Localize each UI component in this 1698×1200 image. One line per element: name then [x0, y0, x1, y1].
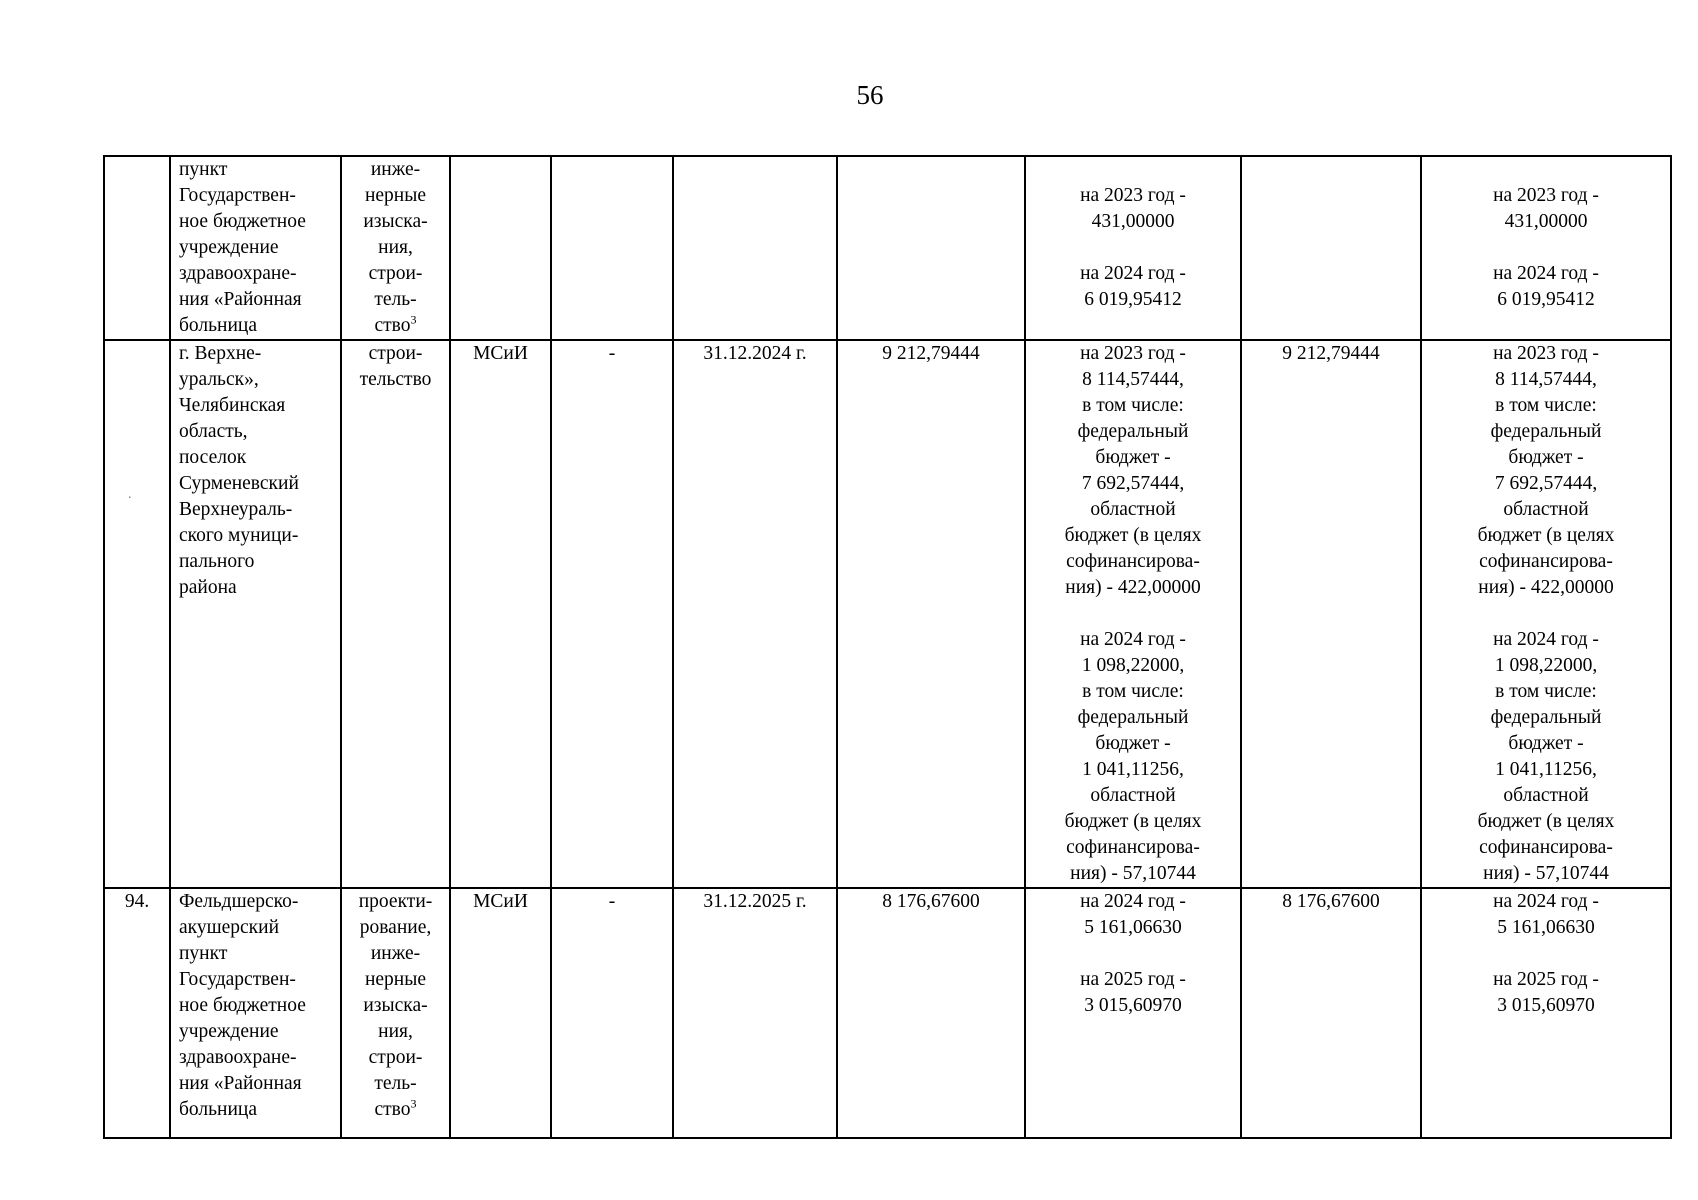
- cell-line: поселок: [179, 447, 247, 468]
- estimated-cost-cell: 8 176,67600: [837, 888, 1025, 1138]
- funding-line: 1 098,22000,: [1494, 655, 1598, 676]
- cell-line: область,: [179, 421, 248, 442]
- deadline-cell: 31.12.2024 г.: [673, 340, 837, 888]
- dash-cell: [551, 156, 673, 340]
- cell-line: ния «Районная: [179, 289, 302, 310]
- cell-line: изыска-: [363, 995, 428, 1016]
- limit-cost-cell: [1241, 156, 1421, 340]
- funding-line: ния) - 57,10744: [1070, 863, 1196, 884]
- table-row: [104, 340, 1671, 888]
- cell-line: ния,: [378, 237, 413, 258]
- cell-line: ского муници-: [179, 525, 299, 546]
- funding-line: 3 015,60970: [1084, 995, 1182, 1016]
- cell-line: пункт: [179, 943, 228, 964]
- cell-line: больница: [179, 1099, 257, 1120]
- cell-line: ния «Районная: [179, 1073, 302, 1094]
- cell-line: учреждение: [179, 1021, 279, 1042]
- cell-line: тель-: [374, 1073, 417, 1094]
- cell-line: нерные: [364, 969, 427, 990]
- funding-line: софинансирова-: [1066, 551, 1200, 572]
- cell-line: ство$^3$: [374, 1096, 417, 1120]
- cell-line: ство$^3$: [374, 312, 417, 336]
- table-row: [104, 888, 1671, 1138]
- funding-line: на 2023 год -: [1080, 343, 1186, 364]
- funding-line: в том числе:: [1082, 395, 1184, 416]
- funding-line: софинансирова-: [1479, 551, 1613, 572]
- funding-line: 5 161,06630: [1084, 917, 1182, 938]
- executor-cell: МСиИ: [450, 888, 551, 1138]
- funding-line: областной: [1090, 785, 1176, 806]
- cell-line: учреждение: [179, 237, 279, 258]
- executor-cell: [450, 156, 551, 340]
- cell-line: Государствен-: [179, 969, 296, 990]
- funding-line: 6 019,95412: [1084, 289, 1182, 310]
- cell-line: Фельдшерско-: [179, 891, 299, 912]
- estimated-cost-cell: [837, 156, 1025, 340]
- cell-line: уральск»,: [179, 369, 259, 390]
- limit-cost-cell: 9 212,79444: [1241, 340, 1421, 888]
- funding-line: ния) - 57,10744: [1483, 863, 1609, 884]
- cell-line: района: [179, 577, 237, 598]
- funding-line: областной: [1090, 499, 1176, 520]
- funding-line: 7 692,57444,: [1081, 473, 1185, 494]
- funding-line: бюджет -: [1508, 447, 1584, 468]
- funding-line: 1 098,22000,: [1081, 655, 1185, 676]
- funding-line: 431,00000: [1091, 211, 1175, 232]
- funding-line: 3 015,60970: [1497, 995, 1595, 1016]
- object-name-cell: [170, 156, 341, 340]
- funding-line: 7 692,57444,: [1494, 473, 1598, 494]
- funding-by-year-cell: [1025, 340, 1241, 888]
- funding-line: 8 114,57444,: [1495, 369, 1597, 390]
- cell-line: здравоохране-: [179, 263, 297, 284]
- cell-line: больница: [179, 315, 257, 336]
- funding-line: на 2025 год -: [1080, 969, 1186, 990]
- estimated-cost-cell: 9 212,79444: [837, 340, 1025, 888]
- dash-cell: -: [551, 888, 673, 1138]
- object-name-cell: [170, 340, 341, 888]
- work-type-cell: [341, 156, 450, 340]
- funding-line: 8 114,57444,: [1082, 369, 1184, 390]
- limit-cost-cell: 8 176,67600: [1241, 888, 1421, 1138]
- cell-line: тель-: [374, 289, 417, 310]
- limit-funding-by-year-cell: [1421, 888, 1671, 1138]
- cell-line: тельство: [359, 369, 432, 390]
- funding-line: федеральный: [1490, 707, 1602, 728]
- funding-line: в том числе:: [1495, 681, 1597, 702]
- funding-line: 6 019,95412: [1497, 289, 1595, 310]
- funding-line: на 2024 год -: [1080, 263, 1186, 284]
- cell-line: пального: [179, 551, 255, 572]
- funding-by-year-cell: [1025, 888, 1241, 1138]
- cell-line: изыска-: [363, 211, 428, 232]
- row-number-cell: 94.: [104, 888, 170, 1138]
- funding-line: на 2024 год -: [1080, 891, 1186, 912]
- cell-line: рование,: [359, 917, 432, 938]
- cell-line: Государствен-: [179, 185, 296, 206]
- deadline-cell: [673, 156, 837, 340]
- footnote-mark: 3: [410, 312, 417, 327]
- limit-funding-by-year-cell: [1421, 340, 1671, 888]
- cell-line: ное бюджетное: [179, 211, 306, 232]
- funding-line: софинансирова-: [1479, 837, 1613, 858]
- cell-line: инже-: [370, 159, 421, 180]
- footnote-mark: 3: [410, 1096, 417, 1111]
- funding-line: 1 041,11256,: [1082, 759, 1184, 780]
- funding-line: в том числе:: [1082, 681, 1184, 702]
- funding-line: бюджет -: [1095, 733, 1171, 754]
- dash-cell: -: [551, 340, 673, 888]
- funding-line: на 2024 год -: [1493, 629, 1599, 650]
- funding-line: на 2023 год -: [1080, 185, 1186, 206]
- cell-line: г. Верхне-: [179, 343, 262, 364]
- funding-line: софинансирова-: [1066, 837, 1200, 858]
- funding-line: на 2024 год -: [1493, 891, 1599, 912]
- funding-line: областной: [1503, 785, 1589, 806]
- funding-line: бюджет -: [1508, 733, 1584, 754]
- funding-line: бюджет (в целях: [1477, 525, 1615, 546]
- funding-line: на 2024 год -: [1080, 629, 1186, 650]
- cell-line: пункт: [179, 159, 228, 180]
- cell-line: Сурменевский: [179, 473, 299, 494]
- cell-line: Челябинская: [179, 395, 286, 416]
- limit-funding-by-year-cell: [1421, 156, 1671, 340]
- cell-line: строи-: [368, 263, 423, 284]
- funding-line: федеральный: [1077, 421, 1189, 442]
- funding-line: 431,00000: [1504, 211, 1588, 232]
- work-type-cell: [341, 340, 450, 888]
- row-number-cell: [104, 156, 170, 340]
- funding-line: в том числе:: [1495, 395, 1597, 416]
- cell-line: строи-: [368, 1047, 423, 1068]
- cell-line: здравоохране-: [179, 1047, 297, 1068]
- funding-line: 5 161,06630: [1497, 917, 1595, 938]
- table-row: [104, 156, 1671, 340]
- funding-by-year-cell: [1025, 156, 1241, 340]
- scan-mark: .: [128, 487, 132, 502]
- funding-line: бюджет (в целях: [1064, 525, 1202, 546]
- funding-line: на 2025 год -: [1493, 969, 1599, 990]
- cell-line: нерные: [364, 185, 427, 206]
- funding-line: ния) - 422,00000: [1478, 577, 1614, 598]
- funding-line: федеральный: [1077, 707, 1189, 728]
- object-name-cell: [170, 888, 341, 1138]
- funding-line: на 2023 год -: [1493, 343, 1599, 364]
- funding-line: на 2024 год -: [1493, 263, 1599, 284]
- funding-line: бюджет -: [1095, 447, 1171, 468]
- executor-cell: МСиИ: [450, 340, 551, 888]
- funding-line: областной: [1503, 499, 1589, 520]
- work-type-cell: [341, 888, 450, 1138]
- cell-line: ное бюджетное: [179, 995, 306, 1016]
- funding-line: ния) - 422,00000: [1065, 577, 1201, 598]
- cell-line: Верхнеураль-: [179, 499, 293, 520]
- cell-line: акушерский: [179, 917, 280, 938]
- cell-line: ния,: [378, 1021, 413, 1042]
- funding-line: 1 041,11256,: [1495, 759, 1597, 780]
- row-number-cell: [104, 340, 170, 888]
- funding-line: на 2023 год -: [1493, 185, 1599, 206]
- funding-line: бюджет (в целях: [1477, 811, 1615, 832]
- funding-line: федеральный: [1490, 421, 1602, 442]
- cell-line: инже-: [370, 943, 421, 964]
- cell-line: строи-: [368, 343, 423, 364]
- deadline-cell: 31.12.2025 г.: [673, 888, 837, 1138]
- page-number: 56: [856, 80, 884, 110]
- funding-line: бюджет (в целях: [1064, 811, 1202, 832]
- investment-objects-table: [103, 155, 1672, 1139]
- cell-line: проекти-: [358, 891, 433, 912]
